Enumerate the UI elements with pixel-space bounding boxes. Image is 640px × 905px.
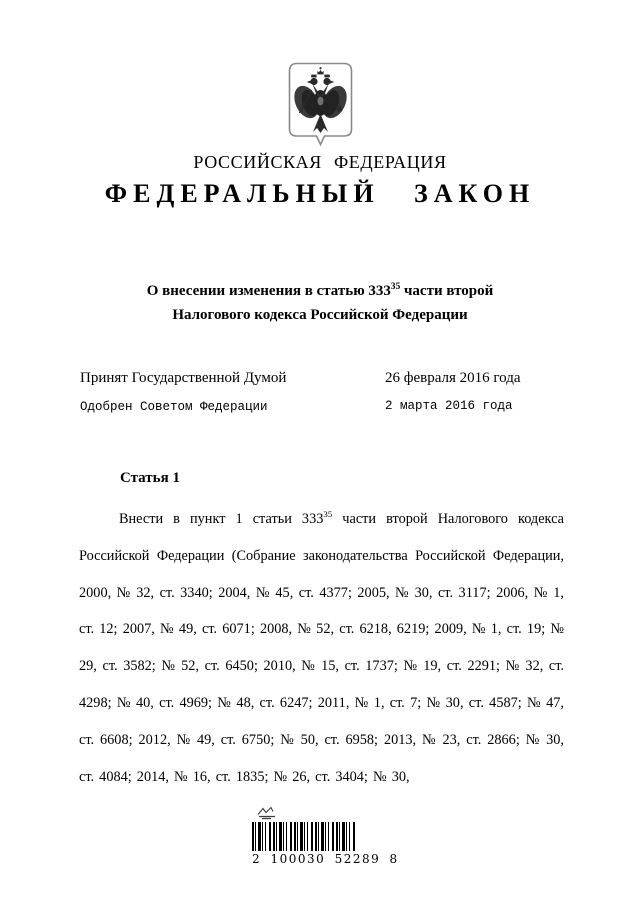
barcode-digits: 2 100030 52289 8 — [252, 852, 399, 866]
law-title-superscript: 35 — [390, 282, 401, 292]
barcode — [252, 805, 399, 866]
council-approval-label: Одобрен Советом Федерации — [80, 400, 268, 414]
printer-mark-icon — [256, 805, 282, 822]
coat-of-arms-emblem — [288, 62, 353, 150]
duma-adoption-date: 26 февраля 2016 года — [385, 370, 521, 386]
law-title-line1-text: О внесении изменения в статью 333 — [146, 283, 391, 299]
article-1-heading: Статья 1 — [120, 470, 180, 486]
law-title-line1-tail: части второй — [400, 283, 494, 299]
law-title — [70, 279, 570, 327]
article-1-paragraph — [79, 501, 564, 795]
duma-adoption-label: Принят Государственной Думой — [80, 370, 287, 386]
law-title-line2: Налогового кодекса Российской Федерации — [172, 307, 468, 323]
article-1-superscript: 35 — [323, 509, 333, 520]
article-1-text-before-superscript: Внести в пункт 1 статьи 333 — [119, 511, 324, 527]
article-1-text-after-superscript: части второй Налогового кодекса Российской Федерации (Собрание законодательства Российской Федерации, 2000, № 32, ст. 3340; 2004, № 45, ст. 4377; 2005, № 30, ст. 3117; 2006, № 1, ст. 12; 2007, № 49, ст. 6071; 2008, № 52, ст. 6218, 6219; 2009, № 1, ст. 19; № 29, ст. 3582; № 52, ст. 6450; 2010, № 15, ст. 1737; № 19, ст. 2291; № 32, ст. 4298; № 40, ст. 4969; № 48, ст. 6247; 2011, № 1, ст. 7; № 30, ст. 4587; № 47, ст. 6608; 2012, № 49, ст. 6750; № 50, ст. 6958; 2013, № 23, ст. 2866; № 30, ст. 4084; 2014, № 16, ст. 1835; № 26, ст. 3404; № 30, — [79, 511, 565, 785]
council-approval-date: 2 марта 2016 года — [385, 399, 513, 413]
law-title-line1 — [70, 279, 570, 303]
country-heading: РОССИЙСКАЯ ФЕДЕРАЦИЯ — [193, 152, 447, 172]
document-type-heading: ФЕДЕРАЛЬНЫЙ ЗАКОН — [104, 179, 536, 208]
barcode-bars — [252, 822, 355, 851]
